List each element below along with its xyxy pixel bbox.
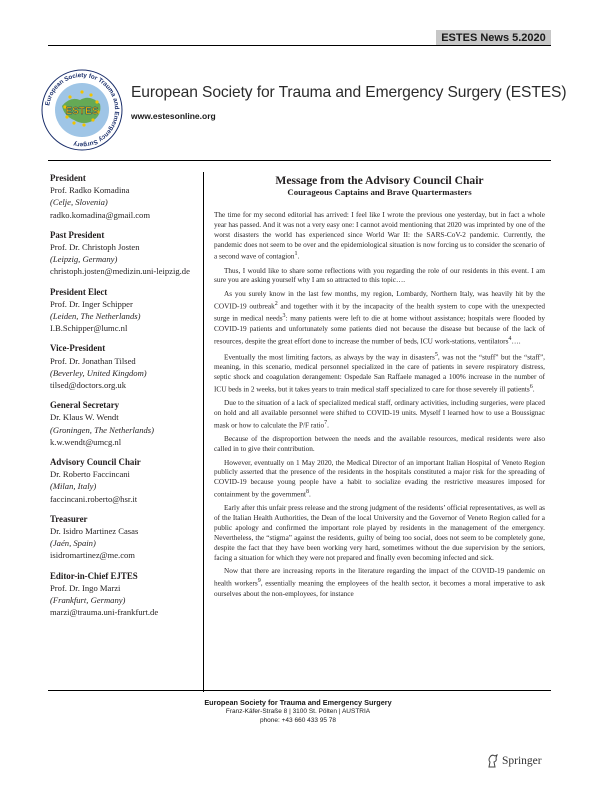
column-divider (203, 172, 204, 692)
role-email[interactable]: christoph.josten@medizin.uni-leipzig.de (50, 266, 190, 277)
role-advisory-council-chair (50, 456, 200, 505)
role-location: (Milan, Italy) (50, 481, 97, 492)
article-paragraph: Eventually the most limiting factors, as always by the way in disasters$^5$, was not the “stuff” but the “staff”, meaning, in this scenario, medical personnel specialized in the care of patients in severe respiratory distress, septic shock and coagulation derangement: Ospedale San Raffaele managed a 100% increase in the number of ICU beds in 2 weeks, but it takes years to train medical staff specialized to care for those severely ill patients$^6$. (214, 351, 545, 394)
role-location: (Leiden, The Netherlands) (50, 311, 141, 322)
role-name: Prof. Dr. Christoph Josten (50, 242, 140, 253)
role-title: Past President (50, 229, 105, 240)
role-email[interactable]: I.B.Schipper@lumc.nl (50, 323, 128, 334)
estes-logo (40, 68, 124, 152)
org-title: European Society for Trauma and Emergency Surgery (ESTES) (131, 84, 567, 101)
role-email[interactable]: k.w.wendt@umcg.nl (50, 436, 122, 447)
header-rule (48, 160, 551, 161)
role-email[interactable]: radko.komadina@gmail.com (50, 209, 151, 220)
role-title: Treasurer (50, 513, 88, 524)
role-location: (Beverley, United Kingdom) (50, 367, 147, 378)
role-general-secretary (50, 399, 200, 448)
role-title: Vice-President (50, 343, 106, 354)
role-title: President Elect (50, 286, 108, 297)
role-name: Prof. Radko Komadina (50, 185, 130, 196)
article-subtitle: Courageous Captains and Brave Quartermasters (287, 187, 472, 197)
footer-org: European Society for Trauma and Emergency Surgery (204, 698, 392, 707)
article-paragraph: The time for my second editorial has arrived: I feel like I wrote the previous one yesterday, but in fact a whole year has passed. And it was not a very easy one: I cannot avoid mentioning that 2020 was imprinted by one of the worst disasters the world has experienced since World War II: the SARS-CoV-2 pandemic. Currently, the pandemic does not seem to be over and the epidemiological situation is now forcing us to consider the scenario of a second wave of contagion$^1$. (214, 211, 545, 261)
publisher-name: Springer (502, 755, 542, 767)
role-name: Dr. Isidro Martinez Casas (50, 526, 139, 537)
role-email[interactable]: tilsed@doctors.org.uk (50, 380, 127, 391)
role-name: Prof. Dr. Inger Schipper (50, 298, 133, 309)
role-name: Dr. Klaus W. Wendt (50, 412, 119, 423)
article-paragraph: Now that there are increasing reports in the literature regarding the impact of the COVID-19 pandemic on health workers$^9$, essentially meaning the employees of the health sector, it becomes a moral imperative to ask ourselves about the non-employees, for instance (214, 567, 545, 598)
role-email[interactable]: marzi@trauma.uni-frankfurt.de (50, 607, 159, 618)
publisher-mark (486, 754, 542, 768)
role-editor-in-chief (50, 570, 200, 619)
officers-sidebar (50, 172, 200, 627)
role-name: Dr. Roberto Faccincani (50, 469, 130, 480)
role-name: Prof. Dr. Jonathan Tilsed (50, 355, 136, 366)
logo-center-text: ESTES (65, 106, 99, 117)
role-name: Prof. Dr. Ingo Marzi (50, 582, 121, 593)
role-past-president (50, 229, 200, 278)
role-treasurer (50, 513, 200, 562)
role-vice-president (50, 342, 200, 391)
role-location: (Leipzig, Germany) (50, 254, 118, 265)
footer-address: Franz-Käfer-Straße 8 | 3100 St. Pölten | AUSTRIA (225, 708, 371, 715)
article-paragraph: Early after this unfair press release and the strong judgment of the residents’ official representatives, as well as of the Italian Health Authorities, the Dean of the local University and the Governor of Veneto Region called for a public apology and confirmed the important role played by residents in the management of the emergency. Nevertheless, the “stigma” against the residents, guilty of being too social, does not seem to be completely gone, despite the fact that they have been working very hard, sometimes without the due supervision by the seniors, facing a situation for which they were not prepared and finally even becoming infected and sick. (214, 504, 545, 562)
role-president (50, 172, 200, 221)
article-paragraph: Due to the situation of a lack of specialized medical staff, ordinary activities, including surgeries, were placed on hold and all available personnel were shifted to COVID-19 units. Myself I learned how to use a Boussignac mask or how to calculate the P/F ratio$^7$. (214, 398, 545, 430)
role-location: (Groningen, The Netherlands) (50, 424, 154, 435)
role-title: Editor-in-Chief EJTES (50, 570, 138, 581)
issue-tag: ESTES News 5.2020 (436, 30, 551, 46)
footer-rule (48, 690, 551, 691)
role-email[interactable]: faccincani.roberto@hsr.it (50, 493, 138, 504)
role-president-elect (50, 286, 200, 335)
role-title: General Secretary (50, 400, 120, 411)
top-rule (48, 45, 551, 46)
article-title: Message from the Advisory Council Chair (275, 174, 484, 187)
role-location: (Frankfurt, Germany) (50, 595, 126, 606)
article-paragraph: Because of the disproportion between the needs and the available resources, medical residents were also called in to give their contribution. (214, 434, 545, 453)
role-title: Advisory Council Chair (50, 457, 141, 468)
springer-horse-icon (486, 754, 499, 768)
article (214, 174, 545, 603)
article-paragraph: As you surely know in the last few months, my region, Lombardy, Northern Italy, was heavily hit by the COVID-19 outbreak$^2$ and together with it by the incapacity of the health system to cope with the unexpected surge in medical needs$^3$: many patients were left to die at home without assistance; hospitals were flooded by COVID-19 patients and unfortunately some patients died not because the disease but because of the lack of resources, despite the great effort done to increase the number of beds, ICU work-stations, ventilators$^4$…. (214, 290, 545, 345)
footer-phone: phone: +43 660 433 95 78 (259, 717, 337, 724)
article-paragraph: Thus, I would like to share some reflections with you regarding the role of our residents in this event. I am sure you are asking yourself why I am so attracted to this topic…. (214, 266, 545, 285)
role-email[interactable]: isidromartinez@me.com (50, 550, 135, 561)
role-location: (Celje, Slovenia) (50, 197, 108, 208)
role-title: President (50, 173, 86, 183)
logo-ring-text: European Society for Trauma and Emergency Surgery (44, 71, 121, 149)
article-paragraph: However, eventually on 1 May 2020, the Medical Director of an important Italian Hospital of Veneto Region publicly asserted that the presence of the residents in the hospitals constituted a major risk for the spreading of COVID-19 because young people have a habit to socialize evading the restrictive measures imposed for containment by the government$^8$. (214, 458, 545, 499)
role-location: (Jaén, Spain) (50, 538, 96, 549)
org-url[interactable]: www.estesonline.org (131, 111, 216, 121)
